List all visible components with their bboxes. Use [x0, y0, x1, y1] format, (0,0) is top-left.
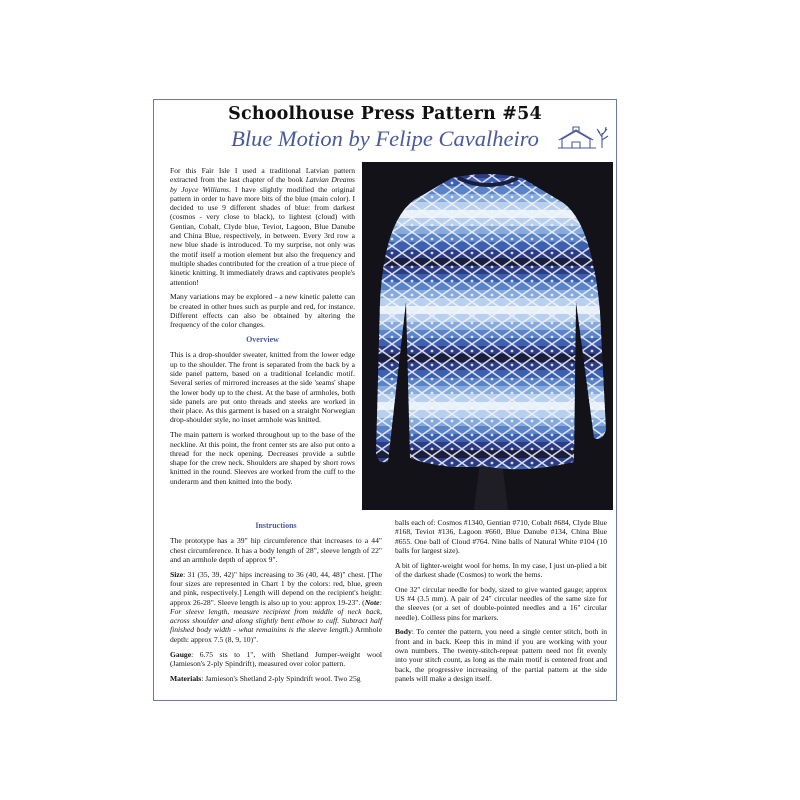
prototype-paragraph: The prototype has a 39" hip circumference that increases to a 44" chest circumference. It has a body length of 28", sleeve length of 22" and an armhole depth of approx 9". — [170, 536, 382, 564]
sweater-photo — [362, 162, 613, 510]
gauge-paragraph — [170, 650, 382, 669]
instructions-heading: Instructions — [255, 521, 297, 530]
intro-text-a: For this Fair Isle I used a traditional Latvian pattern extracted from the last chapter of the book — [170, 166, 355, 185]
size-label: Size — [170, 569, 184, 579]
book-title: Latvian Dreams by Joyce Williams — [170, 175, 355, 194]
overview-paragraph-1: This is a drop-shoulder sweater, knitted from the lower edge up to the shoulder. The front is separated from the back by a side panel pattern, based on a traditional Icelandic motif. Several series of mirrored increases at the side 'seams' shape the lower body up to the chest. At the base of armholes, both side panels are put onto threads and steeks are worked in their place. As this garment is based on a straight Norwegian drop-shoulder style, no inset armhole was knitted. — [170, 350, 355, 425]
gauge-label: Gauge — [170, 649, 192, 659]
page-title: Schoolhouse Press Pattern #54 — [228, 104, 542, 124]
pattern-subtitle: Blue Motion by Felipe Cavalheiro — [231, 126, 539, 151]
size-paragraph — [170, 570, 382, 644]
right-column — [395, 518, 607, 689]
instructions-column — [170, 520, 382, 688]
intro-text-b: . I have slightly modified the original pattern in order to have more bits of the blue (main color). I decided to use 9 different shades of blue: from darkest (cosmos - very close to black), to lightest (cloud) with Gentian, Cobalt, Clyde blue, Teviot, Lagoon, Blue Danube and China Blue, respectively, in between. Every 3rd row a new blue shade is introduced. To my surprise, not only was the motif itself a motion element but also the frequency and multiple shades contributed for the creation of a true piece of kinetic knitting. It immediately draws and captivates people's attention! — [170, 184, 355, 287]
note-label: Note — [364, 597, 380, 607]
body-label: Body — [395, 627, 412, 637]
note-text: : For sleeve length, measure recipient from middle of neck back, across shoulder and along slightly bent elbow to cuff. Subtract half finished body width - what remainins is the sleeve length. — [170, 597, 382, 635]
overview-paragraph-2: The main pattern is worked throughout up to the base of the neckline. At this point, the front center sts are also put onto a thread for the neck opening. Decreases provide a subtle shape for the crew neck. Shoulders are shaped by short rows knitted in the round. Sleeves are worked from the cuff to the underarm and then knitted into the body. — [170, 430, 355, 486]
hem-paragraph: A bit of lighter-weight wool for hems. In my case, I just un-plied a bit of the darkest shade (Cosmos) to work the hems. — [395, 560, 607, 579]
materials-paragraph — [170, 674, 382, 683]
schoolhouse-logo-icon — [556, 121, 612, 151]
body-text: : To center the pattern, you need a single center stitch, both in front and in back. Keep this in mind if you are working with your own numbers. The twenty-stitch-repeat pattern need not fit evenly into your stitch count, as long as the main motif is centered front and back, the progressive increasing of the partial pattern at the side panels will make a design itself. — [395, 627, 607, 683]
left-column — [170, 166, 355, 492]
gauge-text: : 6.75 sts to 1", with Shetland Jumper-weight wool (Jamieson's 2-ply Spindrift), measured over color pattern. — [170, 649, 382, 668]
size-text: : 31 (35, 39, 42)" hips increasing to 36 (40, 44, 48)" chest. [The four sizes are represented in Chart 1 by the colors: red, blue, green and pink, respectively.] Length will depend on the recipient's height: approx 26-28". Sleeve length is also up to you: approx 19-23". ( — [170, 569, 382, 607]
intro-paragraph — [170, 166, 355, 287]
materials-text: : Jamieson's Shetland 2-ply Spindrift wool. Two 25g — [201, 673, 361, 683]
materials-label: Materials — [170, 673, 202, 683]
overview-heading: Overview — [246, 335, 279, 345]
needles-paragraph: One 32" circular needle for body, sized to give wanted gauge; approx US #4 (3.5 mm). A pair of 24" circular needles of the same size for the sleeves (or a set of double-pointed needles and a 16" circular needle). Coilless pins for markers. — [395, 584, 607, 622]
yarn-list-paragraph: balls each of: Cosmos #1340, Gentian #710, Cobalt #684, Clyde Blue #168, Teviot #136, Lagoon #660, Blue Danube #134, China Blue #655. One ball of Cloud #764. Nine balls of Natural White #104 (10 balls for largest size). — [395, 518, 607, 555]
size-end: ) Armhole depth: approx 7.5 (8, 9, 10)". — [170, 625, 382, 644]
variations-paragraph: Many variations may be explored - a new kinetic palette can be created in other hues such as purple and red, for instance. Different effects can also be obtained by altering the frequency of the color changes. — [170, 292, 355, 330]
body-paragraph — [395, 627, 607, 683]
